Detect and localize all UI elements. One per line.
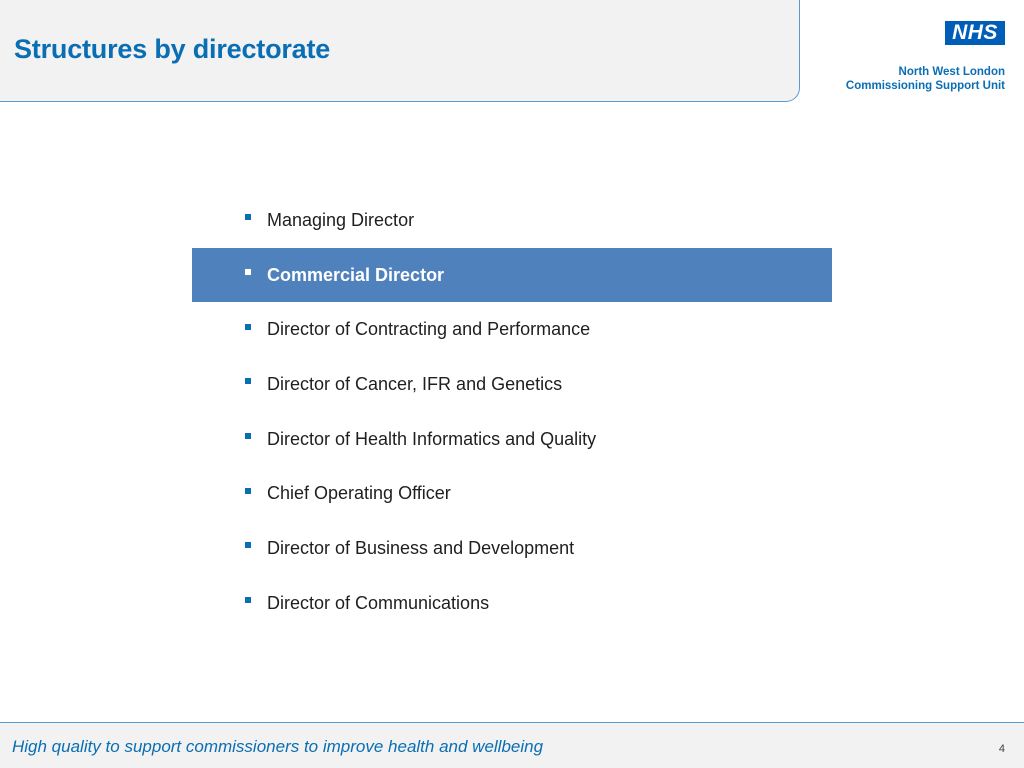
title-panel [0,0,800,102]
footer-tagline: High quality to support commissioners to improve health and wellbeing [12,737,544,756]
square-bullet-icon [245,214,251,220]
list-item-commercial-director [192,248,832,303]
list-item-label: Director of Contracting and Performance [267,319,591,340]
footer [0,722,1024,768]
list-item-chief-operating-officer [192,466,832,521]
list-item-contracting-performance [192,302,832,357]
square-bullet-icon [245,324,251,330]
list-item-cancer-ifr-genetics [192,357,832,412]
nhs-logo: NHS [945,21,1005,45]
list-item-communications [192,576,832,631]
square-bullet-icon [245,378,251,384]
page-title: Structures by directorate [14,34,331,64]
page-number: 4 [998,743,1005,755]
list-item-managing-director [192,193,832,248]
list-item-business-development [192,521,832,576]
list-item-label: Managing Director [267,209,415,230]
list-item-label: Chief Operating Officer [267,483,451,504]
directorate-list [192,193,832,631]
list-item-label: Commercial Director [267,264,445,285]
org-name-line1: North West London [898,66,1005,78]
list-item-health-informatics [192,412,832,467]
list-item-label: Director of Communications [267,592,490,613]
org-name [846,65,1005,93]
square-bullet-icon [245,269,251,275]
square-bullet-icon [245,488,251,494]
square-bullet-icon [245,597,251,603]
org-name-line2: Commissioning Support Unit [845,80,1005,92]
list-item-label: Director of Business and Development [267,537,575,558]
list-item-label: Director of Cancer, IFR and Genetics [267,373,563,394]
square-bullet-icon [245,542,251,548]
square-bullet-icon [245,433,251,439]
list-item-label: Director of Health Informatics and Quality [267,428,597,449]
